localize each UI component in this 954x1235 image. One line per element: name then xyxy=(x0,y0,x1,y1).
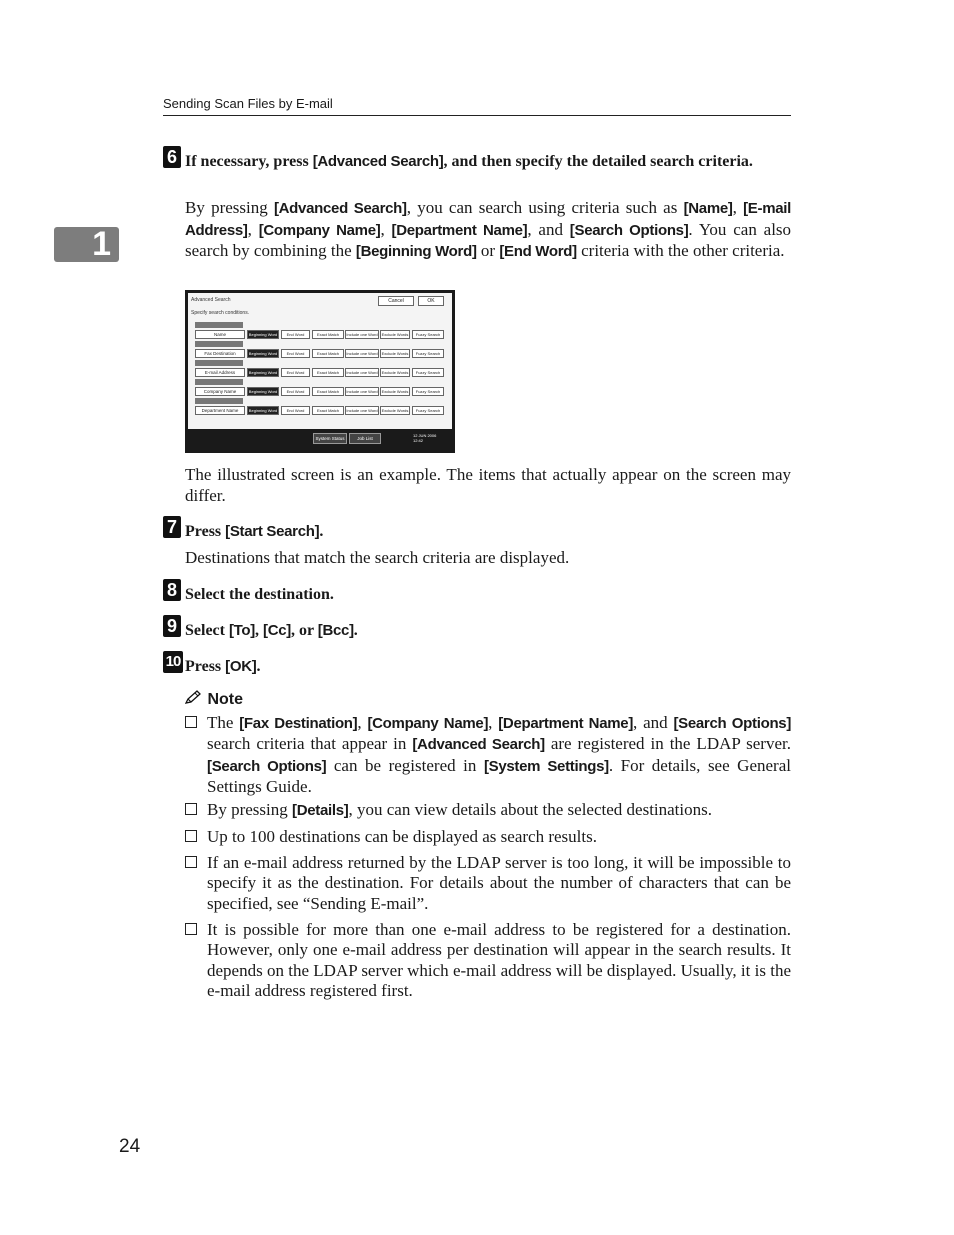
option-end-word[interactable]: End Word xyxy=(281,330,310,339)
input-bar-name[interactable] xyxy=(195,322,243,328)
option-exclude-words[interactable]: Exclude Words xyxy=(381,408,409,413)
option-beginning-word[interactable]: Beginning Word xyxy=(248,408,278,413)
step-10-title: Press [OK]. xyxy=(185,658,261,675)
option-fuzzy-search[interactable]: Fuzzy Search xyxy=(412,368,444,377)
pencil-icon xyxy=(185,690,203,709)
job-list-button[interactable]: Job List xyxy=(349,433,381,444)
system-status-button[interactable]: System Status xyxy=(313,433,347,444)
note-heading: Note xyxy=(185,690,243,709)
option-exact-match[interactable]: Exact Match xyxy=(312,387,344,396)
screen-subtitle: Specify search conditions. xyxy=(191,310,250,316)
option-fuzzy-search[interactable]: Fuzzy Search xyxy=(412,406,444,415)
row-label-name[interactable]: Name xyxy=(195,330,245,339)
option-include-one-word[interactable]: Include one Word xyxy=(346,332,378,337)
row-label-company[interactable]: Company Name xyxy=(195,387,245,396)
step-7-number: 7 xyxy=(163,516,181,538)
option-exclude-words[interactable]: Exclude Words xyxy=(381,332,409,337)
step-9-title: Select [To], [Cc], or [Bcc]. xyxy=(185,622,358,639)
screen-panel xyxy=(188,293,452,429)
row-label-fax[interactable]: Fax Destination xyxy=(195,349,245,358)
step-8-title: Select the destination. xyxy=(185,586,334,603)
option-fuzzy-search[interactable]: Fuzzy Search xyxy=(412,349,444,358)
option-beginning-word[interactable]: Beginning Word xyxy=(248,389,278,394)
option-beginning-word[interactable]: Beginning Word xyxy=(248,351,278,356)
option-end-word[interactable]: End Word xyxy=(281,349,310,358)
option-end-word[interactable]: End Word xyxy=(281,406,310,415)
option-end-word[interactable]: End Word xyxy=(281,387,310,396)
option-include-one-word[interactable]: Include one Word xyxy=(346,389,378,394)
step-7-title: Press [Start Search]. xyxy=(185,523,324,540)
checkbox-bullet-icon xyxy=(185,716,197,728)
option-include-one-word[interactable]: Include one Word xyxy=(346,408,378,413)
page-number: 24 xyxy=(119,1136,141,1157)
option-exact-match[interactable]: Exact Match xyxy=(312,406,344,415)
checkbox-bullet-icon xyxy=(185,830,197,842)
advanced-search-screen xyxy=(185,290,455,453)
screen-clock: 12 JUN 2006 12:42 xyxy=(413,433,437,443)
option-fuzzy-search[interactable]: Fuzzy Search xyxy=(412,387,444,396)
input-bar-email[interactable] xyxy=(195,360,243,366)
option-fuzzy-search[interactable]: Fuzzy Search xyxy=(412,330,444,339)
option-exclude-words[interactable]: Exclude Words xyxy=(381,351,409,356)
option-exact-match[interactable]: Exact Match xyxy=(312,368,344,377)
option-exact-match[interactable]: Exact Match xyxy=(312,349,344,358)
ok-button[interactable]: OK xyxy=(418,296,444,306)
row-label-email[interactable]: E-mail Address xyxy=(195,368,245,377)
step-6-description: By pressing [Advanced Search], you can search using criteria such as [Name], [E-mail Address], [Company Name], [Department Name], and [Search Options]. You can also search by combining the [Beginning Word] or [End Word] criteria with the other criteria. xyxy=(185,198,792,260)
option-exclude-words[interactable]: Exclude Words xyxy=(381,370,409,375)
input-bar-company[interactable] xyxy=(195,379,243,385)
cancel-button[interactable]: Cancel xyxy=(378,296,414,306)
step-9-number: 9 xyxy=(163,615,181,637)
option-end-word[interactable]: End Word xyxy=(281,368,310,377)
chapter-number: 1 xyxy=(92,225,111,263)
step-6-number: 6 xyxy=(163,146,181,168)
step-8-number: 8 xyxy=(163,579,181,601)
input-bar-department[interactable] xyxy=(195,398,243,404)
option-exact-match[interactable]: Exact Match xyxy=(312,330,344,339)
option-beginning-word[interactable]: Beginning Word xyxy=(248,370,278,375)
option-beginning-word[interactable]: Beginning Word xyxy=(248,332,278,337)
checkbox-bullet-icon xyxy=(185,923,197,935)
header-rule xyxy=(163,115,791,116)
option-include-one-word[interactable]: Include one Word xyxy=(346,351,378,356)
input-bar-fax[interactable] xyxy=(195,341,243,347)
chapter-tab xyxy=(54,227,119,262)
step-6-illustration-note: The illustrated screen is an example. The items that actually appear on the screen may differ. xyxy=(185,465,791,505)
checkbox-bullet-icon xyxy=(185,803,197,815)
step-6-title: If necessary, press [Advanced Search], and then specify the detailed search criteria. xyxy=(185,153,753,170)
option-exclude-words[interactable]: Exclude Words xyxy=(381,389,409,394)
row-label-department[interactable]: Department Name xyxy=(195,406,245,415)
checkbox-bullet-icon xyxy=(185,856,197,868)
step-10-number: 10 xyxy=(163,651,183,673)
running-head: Sending Scan Files by E-mail xyxy=(163,96,333,111)
option-include-one-word[interactable]: Include one Word xyxy=(346,370,378,375)
step-7-description: Destinations that match the search criteria are displayed. xyxy=(185,548,570,567)
screen-title: Advanced Search xyxy=(191,297,231,303)
